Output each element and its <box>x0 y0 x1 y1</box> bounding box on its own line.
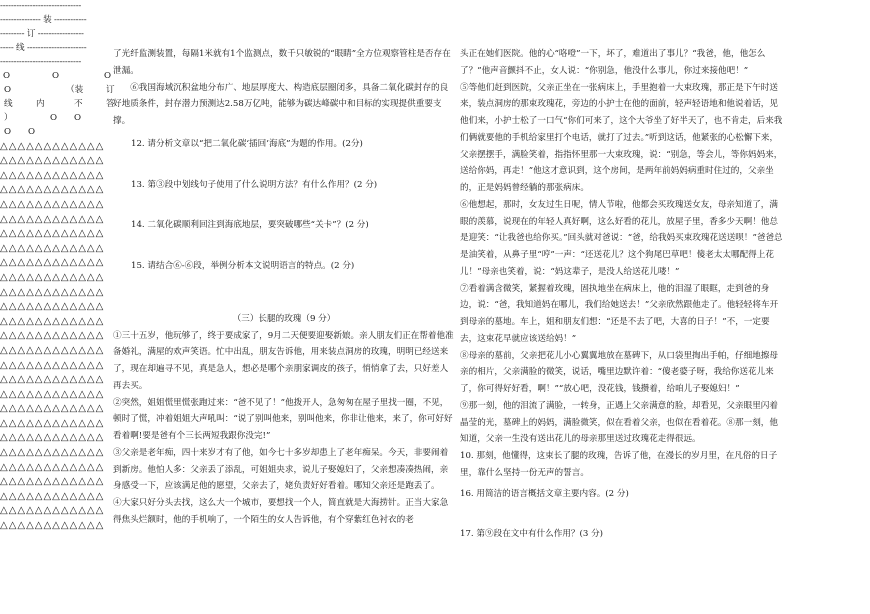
passage-paragraph-4-continued: 头正在她们医院。他的心“咯噔”一下，坏了，难道出了事儿？“我爸，他，他怎么了？”他声音颤抖不止，女人说：“你别急，他没什么事儿，你过来接他吧！” <box>460 49 766 76</box>
triangle-row: △△△△△△△△△△△△ <box>0 490 105 502</box>
margin-row-4 <box>0 112 118 126</box>
triangle-row: △△△△△△△△△△△△ <box>0 403 105 415</box>
triangle-row: △△△△△△△△△△△△ <box>0 286 105 298</box>
triangle-row: △△△△△△△△△△△△ <box>0 417 105 429</box>
question-10: 10. 那刻，他懂得，这束长了腿的玫瑰，告诉了他，在漫长的岁月里，在凡俗的日子里，靠什么坚持一份无声的誓言。 <box>460 451 778 478</box>
left-column <box>113 50 455 529</box>
triangle-row: △△△△△△△△△△△△ <box>0 344 105 356</box>
margin-label-xian: 线 <box>4 98 13 109</box>
margin-label-da: 答 <box>106 98 115 109</box>
triangle-row: △△△△△△△△△△△△ <box>0 388 105 400</box>
passage-paragraph-9: ⑨那一刻，他的泪流了满脸，一转身，正遇上父亲满意的脸，却看见，父亲眼里闪着晶莹的光，墓碑上的妈妈，满脸微笑，似在看着父亲，也似在看着花。⑧那一刻，他知道，父亲一生没有送出花儿的母亲那里送过玫瑰花走得很远。 <box>460 400 778 445</box>
passage-paragraph-4: ④大家只好分头去找，这么大一个城市，要想找一个人，简直就是大海捞针。正当大家急得焦头烂额时，他的手机响了，一个陌生的女人告诉他，有个穿紫红色衬衣的老 <box>113 498 449 525</box>
margin-row-1 <box>0 70 118 84</box>
margin-circle: O <box>4 84 12 95</box>
triangle-row: △△△△△△△△△△△△ <box>0 476 105 488</box>
margin-dash-line: ------------------------------ <box>0 56 82 67</box>
margin-triangle-pattern <box>0 140 118 534</box>
margin-line-xian: ----- 线 ---------------------- <box>0 42 87 53</box>
margin-circle: O <box>74 112 82 123</box>
triangle-row: △△△△△△△△△△△△ <box>0 213 105 225</box>
question-16: 16. 用简洁的语言概括文章主要内容。(2 分) <box>460 488 629 499</box>
question-12: 12. 请分析文章以“把二氧化碳‘插回’海底”为题的作用。(2分) <box>131 138 363 149</box>
margin-circle: O <box>3 70 11 81</box>
margin-circle: O <box>28 126 36 137</box>
margin-label-ding: 订 <box>106 84 115 95</box>
passage-paragraph-6: ⑥他想起，那时，女友过生日呢，情人节啦，他都会买玫瑰送女友，母亲知道了，满眼的羡慕，说现在的年轻人真好啊，这么好看的花儿，放屋子里，香多少天啊！他总是迎笑：“让我爸也给你买。”回头就对爸说：“爸，给我妈买束玫瑰花送送呗！”爸爸总是油笑着，从鼻子里“哼”一声：“还送花儿？这个狗尾巴草吧！傻老太太哪配得上花儿！”母亲也笑着，说：“妈这辈子，是没人给送花儿喽！” <box>460 199 783 277</box>
question-17: 17. 第⑨段在文中有什么作用？(3 分) <box>460 529 604 540</box>
margin-circle: O <box>104 70 112 81</box>
passage-paragraph-6: ⑥我国海域沉积盆地分布广、地层厚度大、构造底层圈闭多，具备二氧化碳封存的良好地质条件，封存潜力预测达2.58万亿吨，能够为碳达峰碳中和目标的实现提供重要支撑。 <box>113 82 449 126</box>
triangle-row: △△△△△△△△△△△△ <box>0 184 105 196</box>
margin-row-3 <box>0 98 118 112</box>
binding-margin <box>0 0 118 614</box>
margin-label-nei: 内 <box>36 98 45 109</box>
margin-row-5 <box>0 126 118 140</box>
margin-label-bu: 不 <box>74 98 83 109</box>
passage-paragraph-8: ⑧母亲的墓前，父亲把花儿小心翼翼地放在墓碑下，从口袋里掏出手帕，仔细地擦母亲的相片，父亲满脸的微笑，说话，嘴里边默许着：“傻老婆子呀，我给你送花儿来了，你可得好好看，啊！”“放心吧，没花钱，钱攒着，给咱儿子娶媳妇！” <box>460 350 778 394</box>
question-13: 13. 第③段中划线句子使用了什么说明方法？有什么作用？(2 分) <box>131 179 378 190</box>
right-column <box>460 50 785 543</box>
passage-paragraph-5: ⑤等他们赶到医院，父亲正坐在一张病床上，手里抱着一大束玫瑰，那正是下午时送来，装点洞房的那束玫瑰花，旁边的小护士在他的面前，轻声轻语地和他说着话，见他们来，小护士松了一口气“你们可来了，这个大爷坐了好半天了，也不肯走，后来我们俩就要他的手机给家里打个电话，就打了过去。”听到这话，他紧张的心松懈下来，父亲摆摆手，满脸笑着，指指怀里那一大束玫瑰，说：“别急，等会儿，等你妈妈来，送给你妈，再走！”他这才意识到，这个房间，是两年前妈妈病重时住过的，父亲坐的，正是妈妈曾经躺的那张病床。 <box>460 82 783 193</box>
triangle-row: △△△△△△△△△△△△ <box>0 432 105 444</box>
margin-circle: O <box>4 126 12 137</box>
triangle-row: △△△△△△△△△△△△ <box>0 461 105 473</box>
triangle-row: △△△△△△△△△△△△ <box>0 228 105 240</box>
question-15: 15. 请结合⑥-⑥段，举例分析本文说明语言的特点。(2 分) <box>131 261 355 271</box>
triangle-row: △△△△△△△△△△△△ <box>0 505 105 517</box>
triangle-row: △△△△△△△△△△△△ <box>0 257 105 269</box>
passage-paragraph-2: ②突然，姐姐慌里慌张跑过来：“爸不见了！”他拨开人，急匆匆在屋子里找一圈，不见，顿时了慌，冲着姐姐大声吼叫：“说了别叫他来，别叫他来，你非让他来，来了，你可好好看着啊!要是爸有个三长两短我跟你没完!” <box>113 397 453 441</box>
passage-paragraph-7: ⑦看着满含微笑，紧握着玫瑰，固执地坐在病床上，他的泪湿了眼眶，走到爸的身边，说：“爸，我知道妈在哪儿，我们给她送去！”父亲欣然跟他走了。他轻轻将车开到母亲的墓地。车上，姐和朋友们想：“还是不去了吧，大喜的日子！”不，一定要去，这束花早就应该送给妈！” <box>460 283 779 344</box>
margin-label-zhuang: （装 <box>66 84 84 95</box>
margin-circle: O <box>52 70 60 81</box>
triangle-row: △△△△△△△△△△△△ <box>0 169 105 181</box>
triangle-row: △△△△△△△△△△△△ <box>0 155 105 167</box>
margin-top-dashes: ------------------------------ <box>0 1 82 11</box>
triangle-row: △△△△△△△△△△△△ <box>0 520 105 532</box>
triangle-row: △△△△△△△△△△△△ <box>0 374 105 386</box>
triangle-row: △△△△△△△△△△△△ <box>0 447 105 459</box>
triangle-row: △△△△△△△△△△△△ <box>0 301 105 313</box>
triangle-row: △△△△△△△△△△△△ <box>0 315 105 327</box>
triangle-row: △△△△△△△△△△△△ <box>0 271 105 283</box>
passage-paragraph-1: ①三十五岁，他玩够了，终于要成家了，9月二天便要迎娶新娘。亲人朋友们正在帮着他准备婚礼，满屋的欢声笑语。忙中出乱，朋友告诉他，用来装点洞房的玫瑰，明明已经送来了，现在却遍寻不见，真是急人，想必是哪个亲朋家调皮的孩子，悄悄拿了去，只好差人再去买。 <box>113 330 454 391</box>
margin-circle: O <box>50 112 58 123</box>
triangle-row: △△△△△△△△△△△△ <box>0 140 105 152</box>
triangle-row: △△△△△△△△△△△△ <box>0 330 105 342</box>
question-14: 14. 二氧化碳顺利回注到海底地层，要突破哪些“关卡”？(2 分) <box>131 220 369 231</box>
margin-line-ding: --------- 订 ----------------- <box>0 28 84 39</box>
triangle-row: △△△△△△△△△△△△ <box>0 242 105 254</box>
passage-paragraph-top: 了光纤监测装置，每隔1米就有1个监测点，数千只敏锐的“眼睛”全方位观察管柱是否存在泄漏。 <box>113 49 451 76</box>
section-title: （三）长腿的玫瑰（9 分） <box>232 313 336 324</box>
margin-label-close: ） <box>4 112 13 123</box>
margin-row-2 <box>0 84 118 98</box>
passage-paragraph-3: ③父亲是老年痴，四十来岁才有了他，如今七十多岁却患上了老年痴呆。今天，非要闹着到新房。他怕人多：父亲丢了添乱，可姐姐央求，说儿子娶媳妇了，父亲想凑凑热闹，亲身感受一下，应该满足他的愿望，父亲去了，姥负责好好看着。哪知父亲还是跑丢了。 <box>113 447 449 492</box>
triangle-row: △△△△△△△△△△△△ <box>0 359 105 371</box>
margin-line-zhuang: --------------- 装 ------------ <box>0 14 87 25</box>
triangle-row: △△△△△△△△△△△△ <box>0 198 105 210</box>
